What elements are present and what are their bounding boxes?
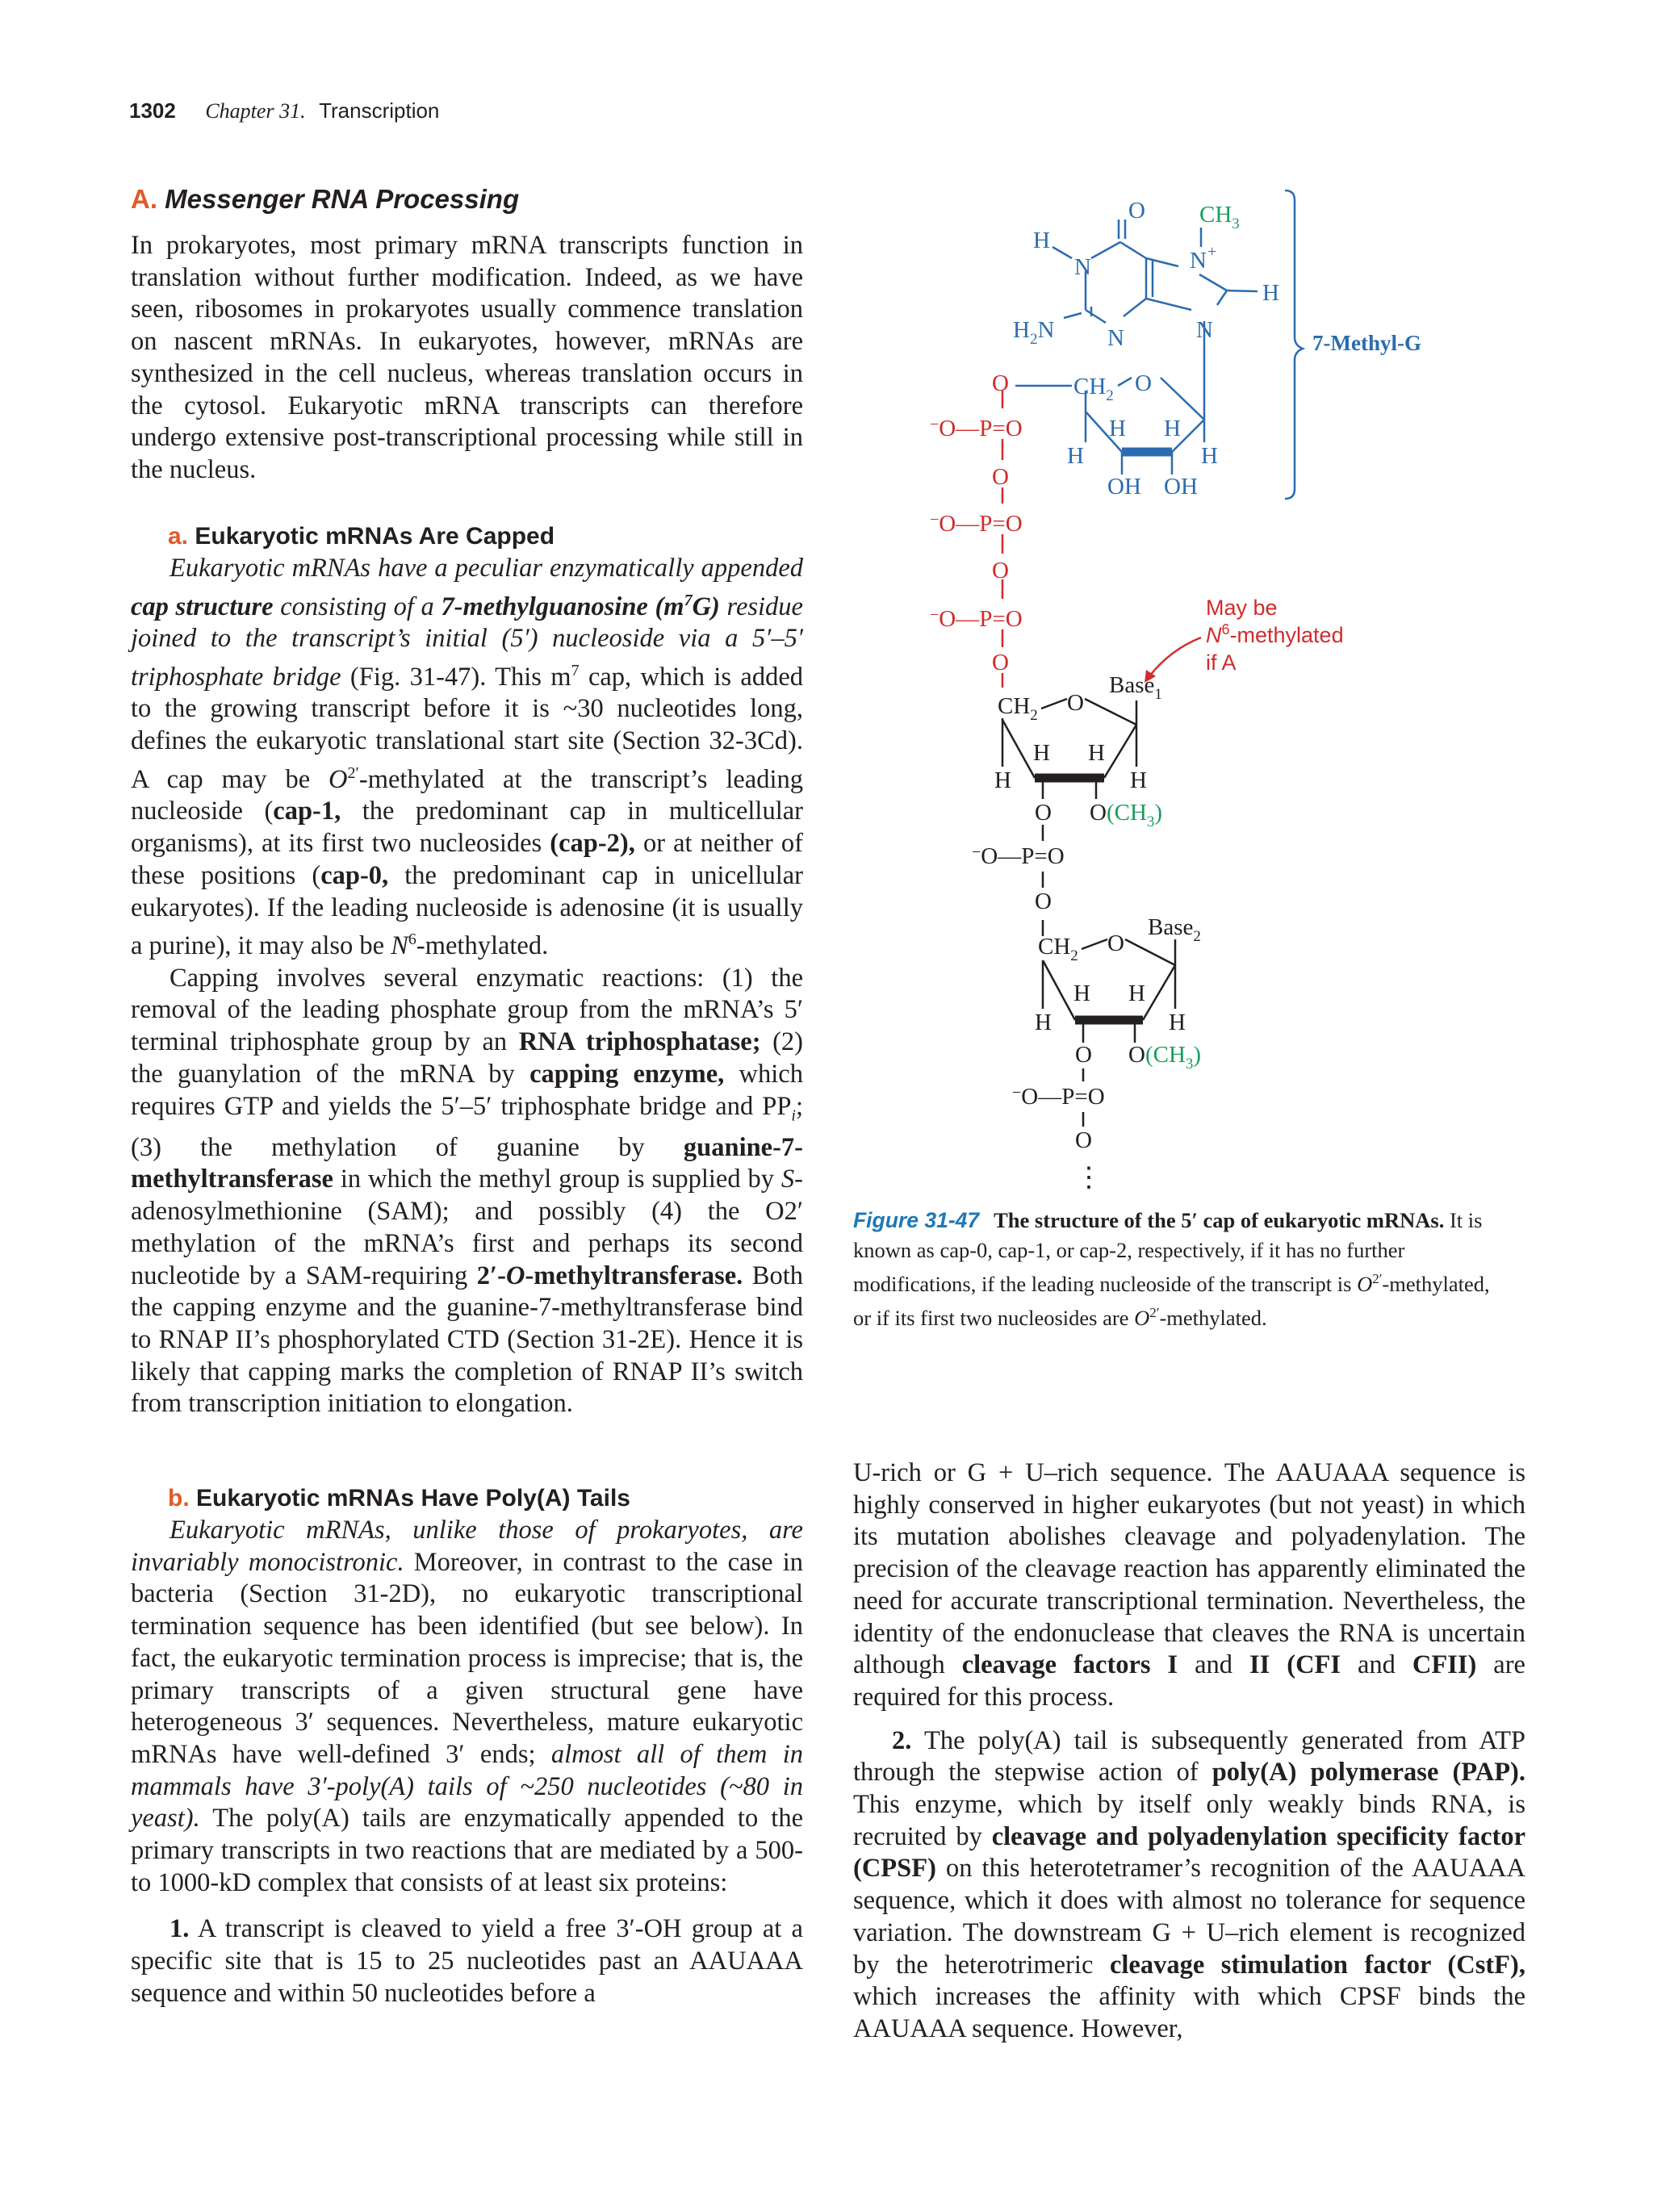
section-letter: A. xyxy=(131,184,157,214)
t: on this heterotetramer’s recognition of the AAUAAA sequence, which it does with almost no tolerance for sequence variation. The downstream G + U–rich element is recognized by the heterotrimeric xyxy=(853,1854,1525,1980)
t: 7 xyxy=(684,591,693,609)
guanine-ring xyxy=(1013,198,1279,351)
ribose-O: O xyxy=(1067,690,1084,716)
t: This enzyme, which by itself only weakly binds RNA, is recruited by xyxy=(853,1790,1525,1851)
t: -methylated. xyxy=(416,931,549,961)
t: cap-1, xyxy=(273,797,341,826)
running-header xyxy=(129,98,439,123)
capped-paragraph-2 xyxy=(131,963,803,1420)
atom-H8: H xyxy=(1262,280,1279,306)
ribose-O: O xyxy=(1135,370,1152,396)
t: 2. xyxy=(892,1725,912,1755)
atom-H: H xyxy=(1033,228,1050,253)
atom-O: O xyxy=(992,558,1009,583)
t: (Fig. 31-47). This m xyxy=(341,662,571,692)
t: (cap-2), xyxy=(550,829,635,859)
atom-O: O xyxy=(992,464,1009,490)
t: cleavage stimulation factor (CstF), xyxy=(1109,1950,1525,1980)
atom-O: O xyxy=(992,370,1009,396)
t: Eukaryotic mRNAs, unlike those of prokaryotes, are invariably monocistronic. xyxy=(131,1516,803,1577)
section-title: Messenger RNA Processing xyxy=(165,184,520,214)
atom-O: O xyxy=(1128,198,1145,224)
H: H xyxy=(1088,740,1105,766)
atom-O: O xyxy=(1035,889,1052,914)
t: S xyxy=(780,1165,795,1194)
t: 2′- xyxy=(476,1261,506,1290)
t: -adenosylmethionine (SAM); and possibly (4) the O2′ methylation of the mRNA’s first and perhaps its second nucleotide by a SAM-requiring xyxy=(131,1165,803,1290)
ribose-CH2: $CH_2$ xyxy=(1073,374,1114,404)
phosphate-3: −O—P=O xyxy=(930,606,1023,632)
t: 2′ xyxy=(1149,1305,1160,1321)
polya-body xyxy=(131,1515,803,2010)
t: II (CFI xyxy=(1249,1650,1341,1680)
atom-O: O xyxy=(992,650,1009,675)
subsection-heading-b xyxy=(168,1485,630,1512)
atom-O: O xyxy=(1075,1127,1092,1153)
phosphate-1: −O—P=O xyxy=(930,416,1023,441)
t: guanine-7-methyltransferase xyxy=(131,1132,803,1194)
t: A transcript is cleaved to yield a free 3′-OH group at a specific site that is 15 to 25 nucleotides past an AAUAAA sequence and within 50 nucleotides before a xyxy=(131,1914,803,2008)
bracket-label: 7-Methyl-G xyxy=(1312,331,1421,355)
hydroxyl: OH xyxy=(1107,474,1141,500)
t: The poly(A) tails are enzymatically appended to the primary transcripts in two reactions that are mediated by a 500- to 1000-kD complex that consists of at least six proteins: xyxy=(131,1804,803,1897)
H: H xyxy=(1169,1010,1186,1035)
phosphate-2: −O—P=O xyxy=(930,511,1023,537)
ribose-O: O xyxy=(1107,930,1124,956)
polya-paragraph-2 xyxy=(131,1913,803,2009)
t: in which the methyl group is supplied by xyxy=(333,1165,781,1194)
t: 7 xyxy=(571,661,580,679)
t: 2′ xyxy=(1372,1271,1383,1286)
subsection-title: Eukaryotic mRNAs Have Poly(A) Tails xyxy=(196,1485,630,1512)
amine-H2N: $H_2N$ xyxy=(1013,317,1055,348)
t: which requires GTP and yields the 5′–5′ triphosphate bridge and PP xyxy=(131,1059,803,1121)
t: 2′ xyxy=(347,763,359,782)
phosphate: −O—P=O xyxy=(972,843,1065,869)
intro-text: In prokaryotes, most primary mRNA transcripts function in translation without further modification. Indeed, as we have seen, ribosomes in prokaryotes usually commence translation on nascent mRNAs. In eukaryotes, however, mRNAs are synthesized in the cell nucleus, whereas translation occurs in the cytosol. Eukaryotic mRNA transcripts can therefore undergo extensive post-transcriptional processing while still in the nucleus. xyxy=(131,231,803,484)
subsection-heading-a xyxy=(168,523,554,550)
t: consisting of a xyxy=(273,592,441,621)
t: N xyxy=(391,931,408,961)
H: H xyxy=(1073,981,1090,1006)
n6-annotation xyxy=(1145,596,1344,683)
ribose-CH2: $CH_2$ xyxy=(1038,934,1078,964)
polya-paragraph-1 xyxy=(131,1515,803,1899)
t: cleavage factors I xyxy=(961,1650,1178,1680)
base-label: Base$_1$ xyxy=(1109,672,1162,703)
H: H xyxy=(1164,416,1181,441)
t: U-rich or G + U–rich sequence. The AAUAAA sequence is highly conserved in higher eukaryotes (but not yeast) in which its mutation abolishes cleavage and polyadenylation. The precision of the cleavage reaction has apparently eliminated the need for accurate transcriptional termination. Nevertheless, the identity of the endonuclease that cleaves the RNA is uncertain although xyxy=(853,1458,1525,1680)
chapter-number: Chapter 31. xyxy=(205,99,306,123)
phosphate: −O—P=O xyxy=(1012,1084,1105,1110)
H: H xyxy=(1109,416,1126,441)
t: or at neither of these positions ( xyxy=(131,829,803,890)
t: -methylated at the transcript’s leading nucleoside ( xyxy=(131,764,803,826)
nucleoside-2 xyxy=(1012,914,1201,1193)
t: cleavage and polyadenylation specificity factor (CPSF) xyxy=(853,1821,1525,1884)
t: It is known as cap-0, cap-1, or cap-2, respectively, if it has no further modifications, if the leading nucleoside of the transcript is xyxy=(853,1208,1483,1296)
intro-paragraph xyxy=(131,230,803,487)
t: i xyxy=(791,1106,796,1125)
t: poly(A) polymerase (PAP). xyxy=(1212,1758,1525,1788)
capped-body xyxy=(131,553,803,1420)
H: H xyxy=(994,767,1011,793)
chapter-title: Transcription xyxy=(319,98,440,123)
t: are required for this process. xyxy=(853,1650,1525,1712)
t: O xyxy=(1357,1271,1373,1296)
nucleoside-1 xyxy=(972,672,1162,936)
t: -methylated. xyxy=(1159,1306,1267,1331)
hydroxyl: OH xyxy=(1164,474,1198,500)
t: 1. xyxy=(169,1914,190,1944)
H: H xyxy=(1033,740,1050,766)
page-number: 1302 xyxy=(129,98,176,123)
t: almost all of them in mammals have 3′-poly(A) tails of ~250 nucleotides (~80 in yeast). xyxy=(131,1739,803,1834)
atom-N9: N xyxy=(1196,317,1213,343)
charge-plus: + xyxy=(1207,243,1217,261)
atom-N1: N xyxy=(1074,254,1091,280)
t: which increases the affinity with which CPSF binds the AAUAAA sequence. However, xyxy=(853,1982,1525,2043)
triphosphate-bridge xyxy=(930,370,1023,688)
t: O xyxy=(1134,1306,1150,1331)
t: 7-methylguanosine (m xyxy=(441,592,684,621)
H: H xyxy=(1128,981,1145,1006)
t: G) xyxy=(692,592,720,621)
t: 6 xyxy=(408,930,416,949)
t: (2) the guanylation of the mRNA by xyxy=(131,1027,803,1089)
t: cap structure xyxy=(131,592,274,621)
section-heading-a xyxy=(131,184,519,215)
ribose-2-O: $O(CH_3)$ xyxy=(1128,1042,1202,1073)
figure-caption xyxy=(853,1206,1499,1333)
t: -methylated, or if its first two nucleosides are xyxy=(853,1271,1490,1331)
ribose-CH2: $CH_2$ xyxy=(998,693,1038,724)
capped-paragraph-1 xyxy=(131,553,803,963)
t: Both the capping enzyme and the guanine-7-methyltransferase bind to RNAP II’s phosphorylated CTD (Section 31-2E). Hence it is likely that capping marks the completion of RNAP II’s switch from transcription initiation to elongation. xyxy=(131,1261,803,1419)
bracket xyxy=(1285,190,1303,499)
atom-N7: N xyxy=(1190,248,1207,274)
t: The poly(A) tail is subsequently generated from ATP through the stepwise action of xyxy=(853,1725,1525,1788)
ribose-2-O: $O(CH_3)$ xyxy=(1090,800,1163,830)
annotation-line: $N^6$-methylated xyxy=(1206,621,1344,647)
right-paragraph-1 xyxy=(853,1457,1525,1714)
atom-O: O xyxy=(1075,1042,1092,1068)
t: -methyltransferase. xyxy=(525,1261,743,1290)
t: and xyxy=(1341,1650,1412,1680)
t: Capping involves several enzymatic reactions: (1) the removal of the leading phosphate group from the mRNA’s 5′ terminal triphosphate group by an xyxy=(131,963,803,1057)
figure-label: Figure 31-47 xyxy=(853,1208,980,1232)
subsection-title: Eukaryotic mRNAs Are Capped xyxy=(195,523,555,550)
atom-O: O xyxy=(1035,800,1052,826)
t: RNA triphosphatase; xyxy=(518,1027,761,1057)
cap-structure-diagram xyxy=(872,161,1598,1211)
continuation-dots: ⋮ xyxy=(1075,1163,1103,1193)
t: ; (3) the methylation of guanine by xyxy=(131,1091,803,1162)
figure-title: The structure of the 5′ cap of eukaryotic mRNAs. xyxy=(994,1208,1445,1232)
t: capping enzyme, xyxy=(529,1059,725,1089)
methyl-CH3: $CH_3$ xyxy=(1199,202,1240,232)
t: Eukaryotic mRNAs have a peculiar enzymatically appended xyxy=(169,554,803,583)
H: H xyxy=(1035,1010,1052,1035)
annotation-line: if A xyxy=(1206,650,1237,675)
t: cap, which is added to the growing transcript before it is ~30 nucleotides long, defines the eukaryotic translational start site (Section 32-3Cd). A cap may be xyxy=(131,662,803,794)
H: H xyxy=(1130,767,1147,793)
t: CFII) xyxy=(1412,1650,1477,1680)
t: O xyxy=(505,1261,525,1290)
t: O xyxy=(329,764,348,794)
base-label: Base$_2$ xyxy=(1148,914,1201,945)
t: and xyxy=(1178,1650,1250,1680)
subsection-letter: b. xyxy=(168,1485,190,1512)
H: H xyxy=(1067,443,1084,469)
right-paragraph-2 xyxy=(853,1725,1525,2046)
t: Moreover, in contrast to the case in bacteria (Section 31-2D), no eukaryotic transcriptional termination sequence has been identified (but see below). In fact, the eukaryotic termination process is imprecise; that is, the primary transcripts of a given structural gene have heterogeneous 3′ sequences. Nevertheless, mature eukaryotic mRNAs have well-defined 3′ ends; xyxy=(131,1547,803,1769)
ribose-m7g xyxy=(1015,343,1218,500)
atom-N3: N xyxy=(1107,325,1124,351)
t: residue joined to the transcript’s initial (5′) nucleoside via a 5′–5′ triphosphate bridge xyxy=(131,592,803,692)
annotation-line: May be xyxy=(1206,596,1278,620)
H: H xyxy=(1201,443,1218,469)
subsection-letter: a. xyxy=(168,523,189,550)
right-body xyxy=(853,1457,1525,2046)
t: the predominant cap in unicellular eukaryotes). If the leading nucleoside is adenosine (it is usually a purine), it may also be xyxy=(131,860,804,961)
t: the predominant cap in multicellular organisms), at its first two nucleosides xyxy=(131,797,803,859)
t: cap-0, xyxy=(320,860,389,890)
